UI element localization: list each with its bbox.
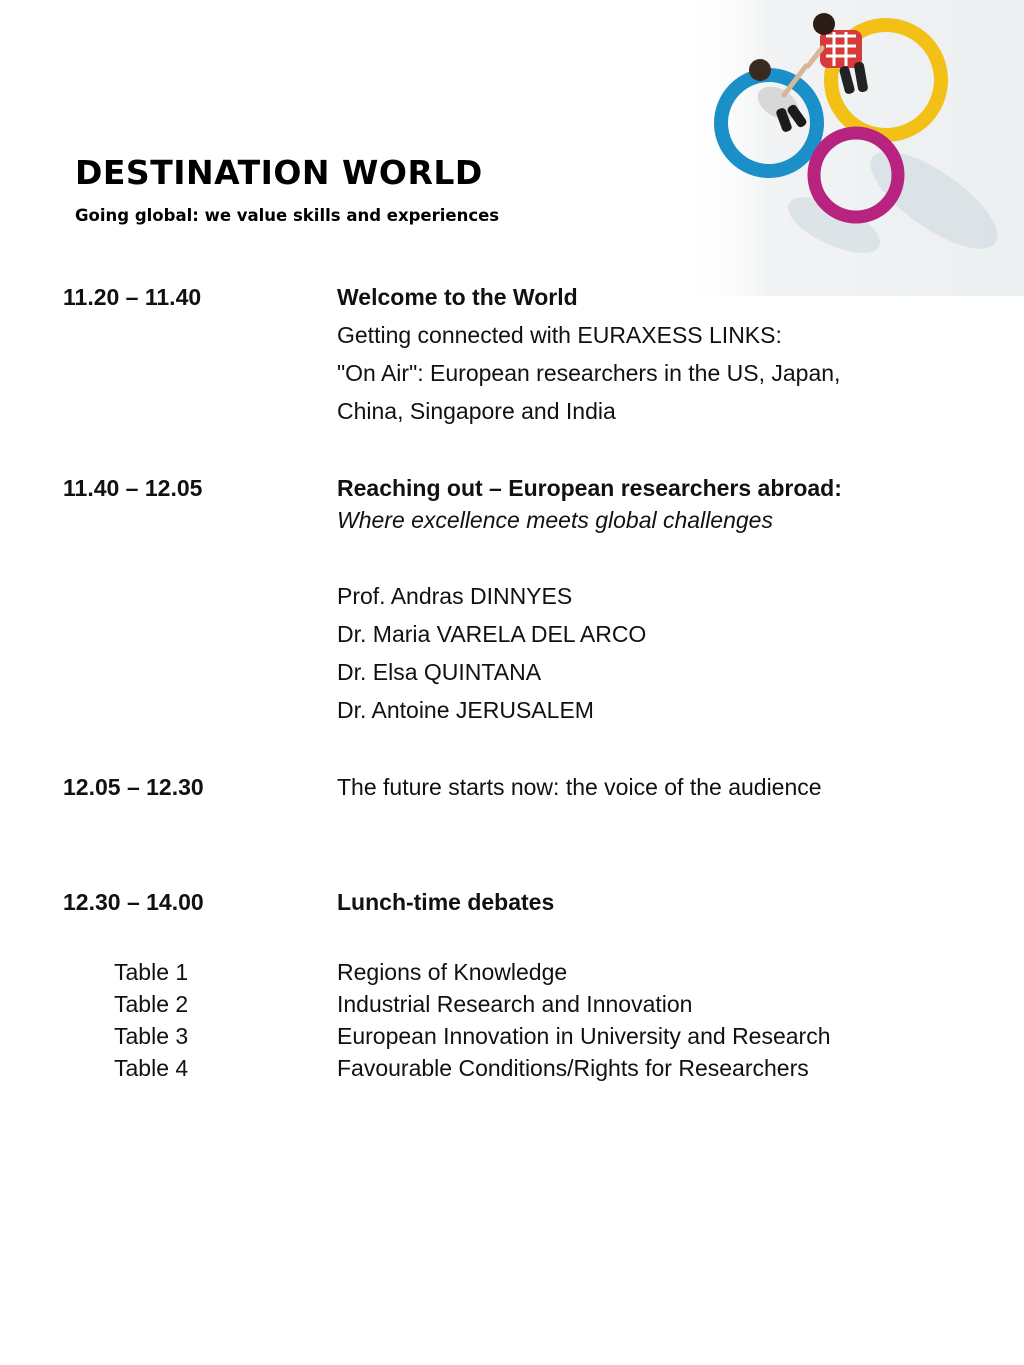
session-time: 11.20 – 11.40 [63, 284, 202, 310]
debate-table-topic: Favourable Conditions/Rights for Researchers [337, 1055, 809, 1081]
speaker-name: Prof. Andras DINNYES [337, 583, 573, 609]
session-line: Getting connected with EURAXESS LINKS: [337, 322, 782, 348]
document-subtitle: Going global: we value skills and experiences [75, 206, 500, 225]
debate-table-label: Table 4 [114, 1055, 189, 1081]
session-subtitle: Where excellence meets global challenges [337, 507, 773, 533]
debate-table-label: Table 1 [114, 959, 189, 985]
header-logo-graphic [684, 0, 1024, 296]
debate-table-topic: Regions of Knowledge [337, 959, 568, 985]
debate-table-topic: European Innovation in University and Research [337, 1023, 831, 1049]
speaker-name: Dr. Maria VARELA DEL ARCO [337, 621, 647, 647]
session-title: Reaching out – European researchers abroad: [337, 475, 842, 501]
speaker-name: Dr. Elsa QUINTANA [337, 659, 542, 685]
session-title: The future starts now: the voice of the audience [337, 774, 822, 800]
debate-table-topic: Industrial Research and Innovation [337, 991, 693, 1017]
debate-table-label: Table 2 [114, 991, 189, 1017]
debate-table-label: Table 3 [114, 1023, 189, 1049]
session-line: China, Singapore and India [337, 398, 616, 424]
session-time: 12.05 – 12.30 [63, 774, 204, 800]
session-time: 11.40 – 12.05 [63, 475, 203, 501]
speaker-name: Dr. Antoine JERUSALEM [337, 697, 594, 723]
session-title: Lunch-time debates [337, 889, 555, 915]
document-title: DESTINATION WORLD [75, 153, 483, 192]
session-time: 12.30 – 14.00 [63, 889, 204, 915]
session-title: Welcome to the World [337, 284, 578, 310]
session-line: "On Air": European researchers in the US, Japan, [337, 360, 841, 386]
